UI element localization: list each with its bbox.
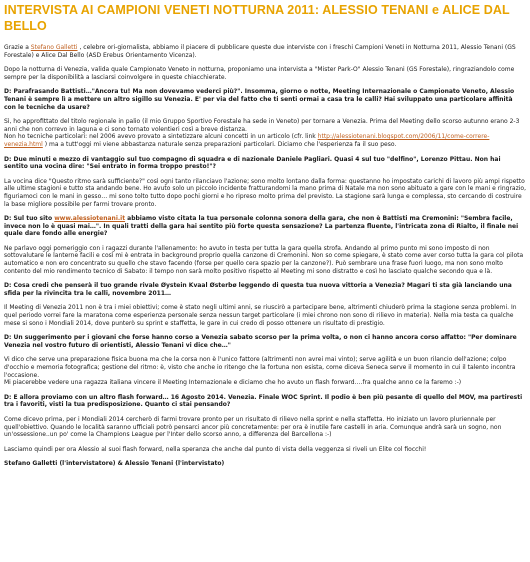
answer-5-part-2: Mi piacerebbe vedere una ragazza italiana vincere il Meeting Internazionale e diciamo che ho avuto un flash forward….fra qualche anno ce la faremo :-) xyxy=(4,379,462,387)
answer-4: Il Meeting di Venezia 2011 non è tra i miei obiettivi; come è stato negli ultimi anni, se riuscirò a partecipare bene, altrimenti chiuderò prima la stagione senza problemi. In quel periodo vorrei fare la maratona come esperienza personale senza nessun target particolare (i miei chrono non sono di rilievo in materia). Nella mia testa ca qualche mese si sono i Mondiali 2014, dove punterò su sprint e staffetta, le gare in cui credo di posso ottenere un risultato di prestigio. xyxy=(4,304,517,327)
answer-3: Ne parlavo oggi pomeriggio con i ragazzi durante l'allenamento: ho avuto in testa per tutta la gara quella strofa. Andando al primo punto mi sono imposto di non sottovalutare le lanterne facili e così mi è entrata in background proprio quella canzone di Cremonini. Non so come spiegare, è stato come aver corso tutta la gara col pilota automatico e non ero concentrato su quello che stavo facendo (forse per quello cera spazio per la canzone?). Può sembrare una frase fuori luogo, ma non sono molto contento del mio rendimento tecnico di Sabato: il tempo non sarà molto positivo rispetto al Meeting mi sono distratto e così ho lasciato qualche secondo qua e là. xyxy=(4,244,524,275)
answer-6: Come dicevo prima, per i Mondiali 2014 cercherò di farmi trovare pronto per un risultato di rilievo nella sprint e nella staffetta. Ho iniziato un lavoro pluriennale per quell'obiettivo. Quando le località saranno ufficiali potrò pensarci ancor più concretamente: per ora è inutile fare castelli in aria. Comunque andrà sarà un sogno, non un'ossessione..un po' come la Champions League per l'Inter dello scorso anno, a differenza del Barcellona :-) xyxy=(4,415,502,439)
answer-5 xyxy=(4,356,526,386)
closing-paragraph: Lasciamo quindi per ora Alessio al suoi flash forward, nella speranza che anche dal punto di vista della veggenza si riveli un Elite col fiocchi! xyxy=(4,445,427,453)
question-2: D: Due minuti e mezzo di vantaggio sul tuo compagno di squadra e di nazionale Daniele Pagliari. Quasi 4 sul tuo "delfino", Lorenzo Pittau. Non hai sentito una vocina dire: "Sei entrato in forma troppo presto!"? xyxy=(4,155,501,171)
answer-2: La vocina dice "Questo ritmo sarà sufficiente?" così ogni tanto rilanciavo l'azione; sono molto lontano dalla forma: questanno ho impostato carichi di lavoro più ampi rispetto alle ultime stagioni e tutto sta andando bene. Ho avuto solo un piccolo incidente fratturandomi la mano prima di Natale ma non sono abituato a gare con le mani e ringrazio, figuriamoci con le mani in gesso… mi sono tolto tutto dopo pochi giorni e ho ripreso molto prima del previsto. La stagione sarà lunga e complessa, sto cercando di costruire la base migliore possibile per farmi trovare pronto. xyxy=(4,177,526,208)
signature: Stefano Galletti (l'intervistatore) & Alessio Tenani (l'intervistato) xyxy=(4,460,225,468)
answer-1 xyxy=(4,118,526,148)
question-6: D: E allora proviamo con un altro flash forward… 16 Agosto 2014. Venezia. Finale WOC Sprint. Il podio è ben più pesante di quello del MOV, ma partiresti tra i favoriti, visti la tua predisposizione. Quanto ci stai pensando? xyxy=(4,393,523,409)
question-4: D: Cosa credi che penserà il tuo grande rivale Øystein Kvaal Østerbø leggendo di questa tua nuova vittoria a Venezia? Magari ti sta già lanciando una sfida per la rivincita tra le calli, novembre 2011… xyxy=(4,282,512,297)
question-3-post: abbiamo visto citata la tua personale colonna sonora della gara, che non è Battisti ma Cremonini: "Sembra facile, invece non lo è quasi mai…". In quali tratti della gara hai sentito più forte questa sensazione? La partenza fluente, l'intricata zona di Rialto, il finale nei quale dare fondo alle energie? xyxy=(4,215,519,238)
intro-1-text-post: , celebre ori-giornalista, abbiamo il piacere di pubblicare queste due interviste con i freschi Campioni Veneti in Notturna 2011, Alessio Tenani (GS Forestale) e Alice Dal Bello (ASD Erebus Orientamento Vicenza). xyxy=(4,44,516,59)
website-link[interactable]: www.alessiotenani.it xyxy=(54,215,126,223)
intro-paragraph-1 xyxy=(4,44,526,59)
question-3-pre: D: Sul tuo sito xyxy=(4,215,55,223)
answer-5-part-1: Vi dico che serve una preparazione fisica buona ma che la corsa non è l'unico fattore (altrimenti non avrei mai vinto); serve agilità e un buon rilancio dell'azione; colpo d'occhio e memoria fotografica; gestione del ritmo: è, visto che anche io ritengo che la fortuna non esista, come diceva Seneca serve il momento in cui il talento incontra l'occasione. xyxy=(4,356,516,379)
article-title: INTERVISTA AI CAMPIONI VENETI NOTTURNA 2011: ALESSIO TENANI e ALICE DAL BELLO xyxy=(4,3,510,33)
question-3 xyxy=(4,215,526,238)
blog-article-link[interactable]: http://alessiotenani.blogspot.com/2006/11/come-correre-venezia.html xyxy=(4,133,490,148)
question-5: D: Un suggerimento per i giovani che forse hanno corso a Venezia sabato scorso per la prima volta, o non ci hanno ancora corso affatto: "Per dominare Venezia nel vostro futuro di orientisti, Alessio Tenani vi dice che…" xyxy=(4,334,517,349)
author-link[interactable]: Stefano Galletti xyxy=(30,44,78,51)
question-1: D: Parafrasando Battisti…"Ancora tu! Ma non dovevamo vederci più?". Insomma, giorno o notte, Meeting Internazionale o Campionato Veneto, Alessio Tenani è sempre lì a mettere un altro sigillo su Venezia. E' per via del fatto che ti senti ormai a casa tra le calli? Hai sviluppato una particolare affinità con le tecniche da usare? xyxy=(4,88,515,111)
intro-paragraph-2: Dopo la notturna di Venezia, valida quale Campionato Veneto in notturna, proponiamo una intervista a "Mister Park-O" Alessio Tenani (GS Forestale), ringraziandolo come sempre per la disponibilità a lasciarsi coinvolgere in queste chiacchierate. xyxy=(4,66,515,81)
answer-1-part-1: Sì, ho approfittato del titolo regionale in palio (il mio Gruppo Sportivo Forestale ha sede in Veneto) per tornare a Venezia. Prima del Meeting dello scorso autunno erano 2-3 anni che non correvo in laguna e ci sono tornato volentieri così a breve distanza. xyxy=(4,118,520,133)
answer-1-part-2-pre: Non ho tecniche particolari: nel 2006 avevo provato a sintetizzare alcuni concetti in un articolo (cfr. link xyxy=(4,133,318,141)
intro-1-text-pre: Grazie a xyxy=(4,44,31,51)
answer-1-part-2-post: ) ma a tutt'oggi mi viene abbastanza naturale senza preparazioni particolari. Diciamo che l'esperienza fa il suo peso. xyxy=(42,140,397,148)
